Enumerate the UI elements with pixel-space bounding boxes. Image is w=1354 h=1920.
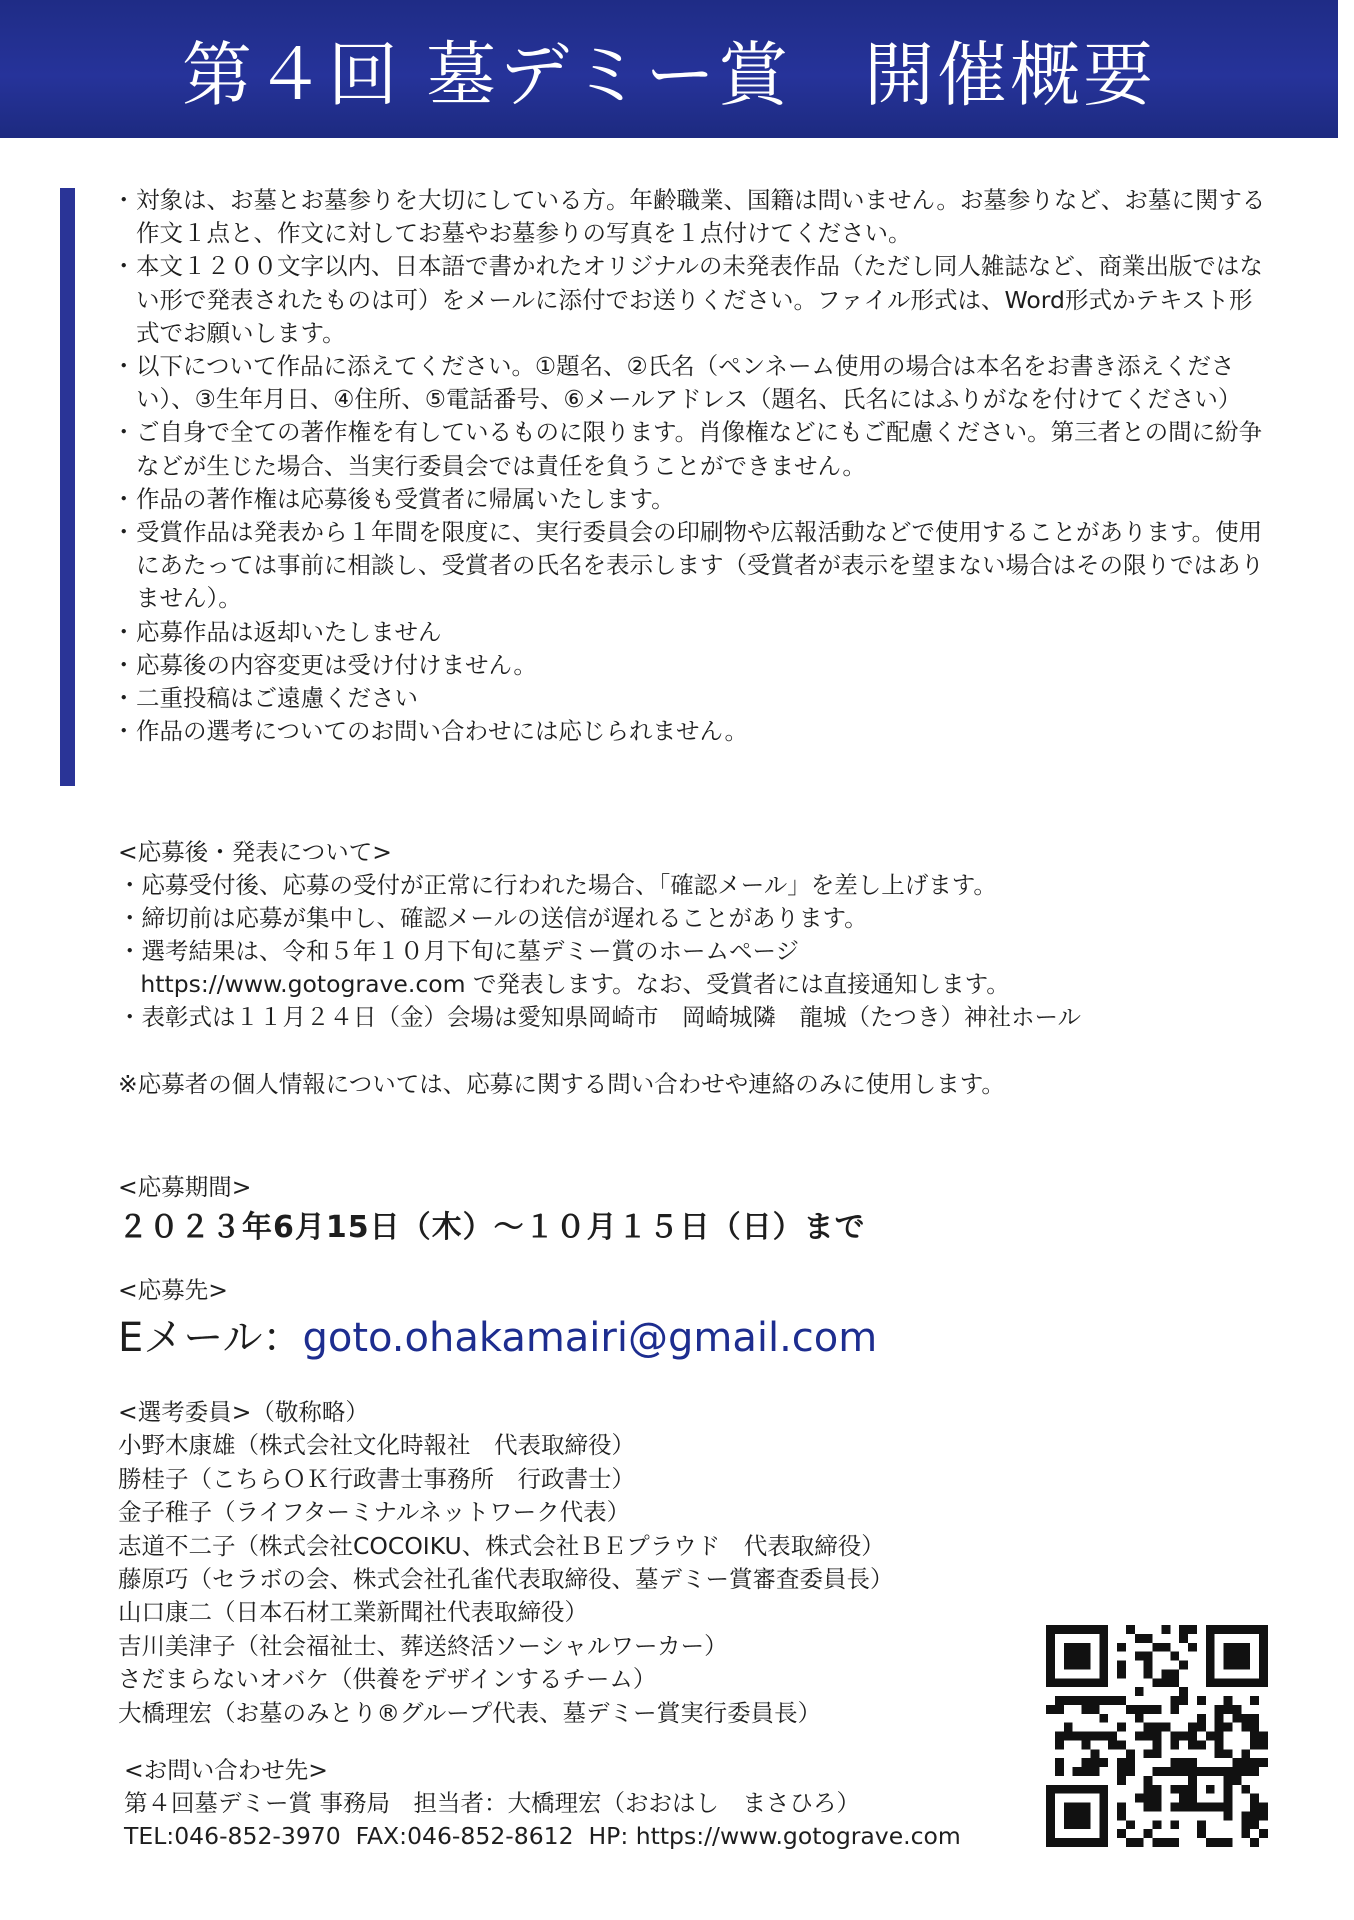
period-value: ２０２３年6月15日（木）～１０月１５日（日）まで xyxy=(118,1210,866,1245)
email-link[interactable]: goto.ohakamairi@gmail.com xyxy=(302,1315,878,1361)
notes-line: ・選考結果は、令和５年１０月下旬に墓デミー賞のホームページ xyxy=(118,937,800,965)
qr-code-icon[interactable] xyxy=(1046,1625,1268,1847)
judge-item: 藤原巧（セラボの会、株式会社孔雀代表取締役、墓デミー賞審査委員長） xyxy=(118,1565,894,1594)
email-row xyxy=(118,1306,877,1363)
accent-bar xyxy=(60,188,75,786)
rule-item: ・ 以下について作品に添えてください。①題名、②氏名（ペンネーム使用の場合は本名をお書き添えください）、③生年月日、④住所、⑤電話番号、⑥メールアドレス（題名、氏名にはふりがなを付けてください） xyxy=(112,350,1272,416)
rule-item: ・ ご自身で全ての著作権を有しているものに限ります。肖像権などにもご配慮ください。第三者との間に紛争などが生じた場合、当実行委員会では責任を負うことができません。 xyxy=(112,416,1272,482)
rule-item: ・ 二重投稿はご遠慮ください xyxy=(112,682,1272,715)
destination-label: <応募先> xyxy=(118,1276,228,1304)
period-section xyxy=(118,1171,251,1204)
notes-line: https://www.gotograve.com で発表します。なお、受賞者には直接通知します。 xyxy=(118,970,1010,998)
contact-phones: TEL:046-852-3970 FAX:046-852-8612 HP: https://www.gotograve.com xyxy=(124,1822,961,1850)
notes-line: ・表彰式は１１月２４日（金）会場は愛知県岡崎市 岡崎城隣 龍城（たつき）神社ホール xyxy=(118,1003,1082,1031)
contact-section xyxy=(124,1754,961,1853)
page-title: 第４回 墓デミー賞 開催概要 xyxy=(181,33,1157,116)
rule-item: ・ 対象は、お墓とお墓参りを大切にしている方。年齢職業、国籍は問いません。お墓参りなど、お墓に関する作文１点と、作文に対してお墓やお墓参りの写真を１点付けてください。 xyxy=(112,184,1272,250)
judge-item: 山口康二（日本石材工業新聞社代表取締役） xyxy=(118,1598,588,1627)
rules-list xyxy=(112,184,1272,748)
rule-item: ・ 受賞作品は発表から１年間を限度に、実行委員会の印刷物や広報活動などで使用することがあります。使用にあたっては事前に相談し、受賞者の氏名を表示します（受賞者が表示を望まない場合はその限りではありません）。 xyxy=(112,516,1272,616)
rule-item: ・ 作品の著作権は応募後も受賞者に帰属いたします。 xyxy=(112,483,1272,516)
judge-item: 吉川美津子（社会福祉士、葬送終活ソーシャルワーカー） xyxy=(118,1631,728,1660)
judge-item: 小野木康雄（株式会社文化時報社 代表取締役） xyxy=(118,1431,635,1460)
header-band xyxy=(0,0,1338,138)
judges-heading: <選考委員>（敬称略） xyxy=(118,1398,369,1426)
destination-section xyxy=(118,1274,228,1307)
judge-item: 勝桂子（こちらＯＫ行政書士事務所 行政書士） xyxy=(118,1464,635,1493)
contact-heading: <お問い合わせ先> xyxy=(124,1756,328,1784)
contact-office: 第４回墓デミー賞 事務局 担当者：大橋理宏（おおはし まさひろ） xyxy=(124,1789,860,1817)
privacy-text: ※応募者の個人情報については、応募に関する問い合わせや連絡のみに使用します。 xyxy=(118,1070,1005,1098)
judges-section xyxy=(118,1396,894,1730)
judge-item: 志道不二子（株式会社COCOIKU、株式会社ＢＥプラウド 代表取締役） xyxy=(118,1531,885,1560)
judge-item: さだまらないオバケ（供養をデザインするチーム） xyxy=(118,1665,657,1694)
email-prefix: Eメール： xyxy=(118,1315,303,1361)
notes-line: ・応募受付後、応募の受付が正常に行われた場合、「確認メール」を差し上げます。 xyxy=(118,871,997,899)
rule-item: ・ 応募作品は返却いたしません xyxy=(112,616,1272,649)
judge-item: 大橋理宏（お墓のみとり®グループ代表、墓デミー賞実行委員長） xyxy=(118,1698,822,1727)
privacy-note xyxy=(118,1068,1005,1101)
announcement-notes xyxy=(118,836,1081,1034)
rule-item: ・ 作品の選考についてのお問い合わせには応じられません。 xyxy=(112,715,1272,748)
rule-item: ・ 本文１２００文字以内、日本語で書かれたオリジナルの未発表作品（ただし同人雑誌など、商業出版ではない形で発表されたものは可）をメールに添付でお送りください。ファイル形式は、Word形式かテキスト形式でお願いします。 xyxy=(112,250,1272,350)
rule-item: ・ 応募後の内容変更は受け付けません。 xyxy=(112,649,1272,682)
notes-line: ・締切前は応募が集中し、確認メールの送信が遅れることがあります。 xyxy=(118,904,868,932)
notes-heading: <応募後・発表について> xyxy=(118,838,392,866)
judge-item: 金子稚子（ライフターミナルネットワーク代表） xyxy=(118,1498,631,1527)
period-label: <応募期間> xyxy=(118,1173,252,1201)
